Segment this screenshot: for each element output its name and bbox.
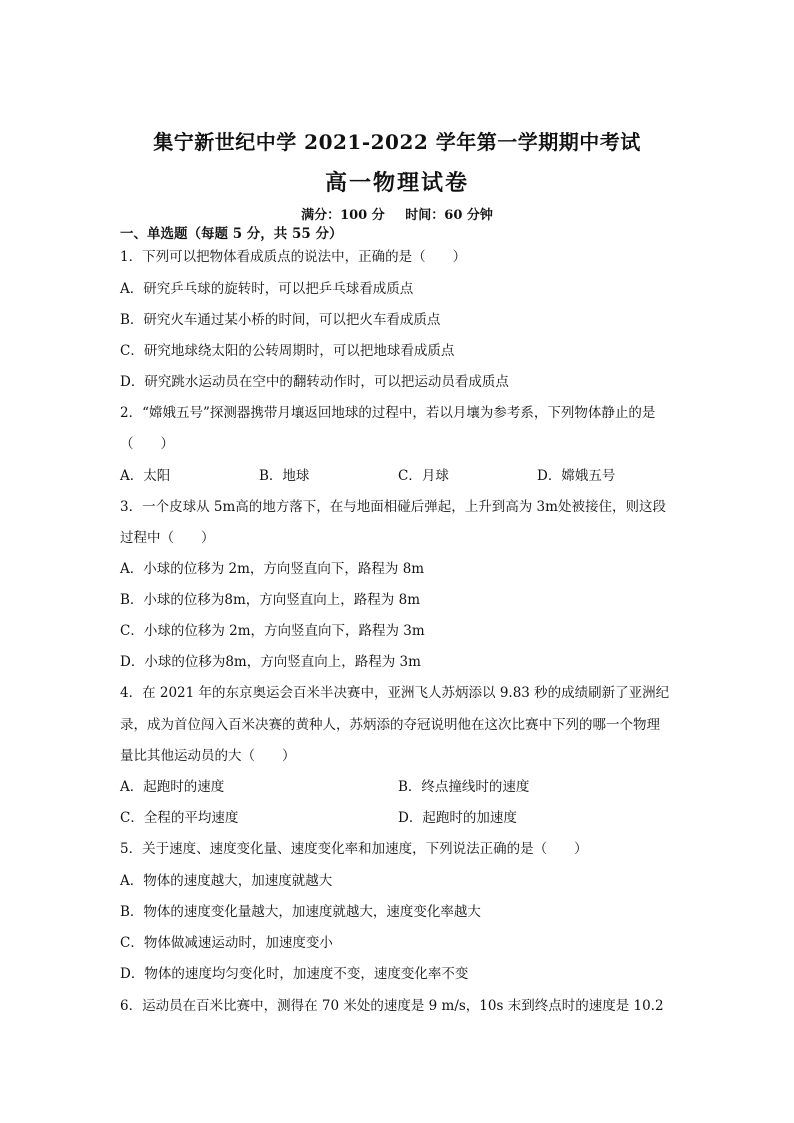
q3-option-d: D．小球的位移为8m，方向竖直向上，路程为 3m (120, 654, 421, 670)
q5-stem: 5．关于速度、速度变化量、速度变化率和加速度，下列说法正确的是（ ） (120, 841, 588, 857)
q1-option-b: B．研究火车通过某小桥的时间，可以把火车看成质点 (120, 312, 441, 328)
q3-option-c: C．小球的位移为 2m，方向竖直向下，路程为 3m (120, 623, 425, 639)
time-limit: 时间：60 分钟 (405, 208, 493, 223)
q3-option-b: B．小球的位移为8m，方向竖直向上，路程为 8m (120, 592, 420, 608)
q4-stem-line2: 录，成为首位闯入百米决赛的黄种人，苏炳添的夺冠说明他在这次比赛中下列的哪一个物理 (120, 717, 660, 733)
q2-stem-line2: （ ） (120, 436, 174, 452)
exam-subtitle: 高一物理试卷 (324, 170, 469, 196)
exam-meta (0, 204, 794, 223)
q5-option-c: C．物体做减速运动时，加速度变小 (120, 935, 333, 951)
q2-option-c: C．月球 (398, 468, 449, 484)
q2-option-a: A．太阳 (120, 468, 171, 484)
full-score: 满分：100 分 (301, 208, 385, 223)
q4-option-a: A．起跑时的速度 (120, 779, 225, 795)
q1-option-c: C．研究地球绕太阳的公转周期时，可以把地球看成质点 (120, 343, 455, 359)
exam-title: 集宁新世纪中学 2021-2022 学年第一学期期中考试 (153, 130, 641, 154)
q1-stem: 1．下列可以把物体看成质点的说法中，正确的是（ ） (120, 249, 467, 265)
q4-option-c: C．全程的平均速度 (120, 810, 239, 826)
q4-stem-line3: 量比其他运动员的大（ ） (120, 748, 296, 764)
q6-stem-line1: 6．运动员在百米比赛中，测得在 70 米处的速度是 9 m/s，10s 末到终点时的速度是 10.2 (120, 998, 664, 1014)
q4-option-d: D．起跑时的加速度 (398, 810, 517, 826)
q1-option-d: D．研究跳水运动员在空中的翻转动作时，可以把运动员看成质点 (120, 374, 509, 390)
q4-option-b: B．终点撞线时的速度 (398, 779, 530, 795)
q4-stem-line1: 4．在 2021 年的东京奥运会百米半决赛中，亚洲飞人苏炳添以 9.83 秒的成绩刷新了亚洲纪 (120, 685, 670, 701)
q5-option-b: B．物体的速度变化量越大，加速度就越大，速度变化率越大 (120, 904, 481, 920)
q1-option-a: A．研究乒乓球的旋转时，可以把乒乓球看成质点 (120, 281, 414, 297)
q3-option-a: A．小球的位移为 2m，方向竖直向下，路程为 8m (120, 561, 425, 577)
q2-option-d: D．嫦娥五号 (537, 468, 616, 484)
q2-stem-line1: 2．“嫦娥五号”探测器携带月壤返回地球的过程中，若以月壤为参考系，下列物体静止的是 (120, 405, 656, 421)
q5-option-d: D．物体的速度均匀变化时，加速度不变，速度变化率不变 (120, 966, 469, 982)
section-heading: 一、单选题（每题 5 分，共 55 分） (120, 226, 343, 242)
q2-option-b: B．地球 (259, 468, 310, 484)
q3-stem-line2: 过程中（ ） (120, 530, 215, 546)
q3-stem-line1: 3．一个皮球从 5m高的地方落下，在与地面相碰后弹起，上升到高为 3m处被接住，则这段 (120, 499, 666, 515)
q5-option-a: A．物体的速度越大，加速度就越大 (120, 873, 333, 889)
